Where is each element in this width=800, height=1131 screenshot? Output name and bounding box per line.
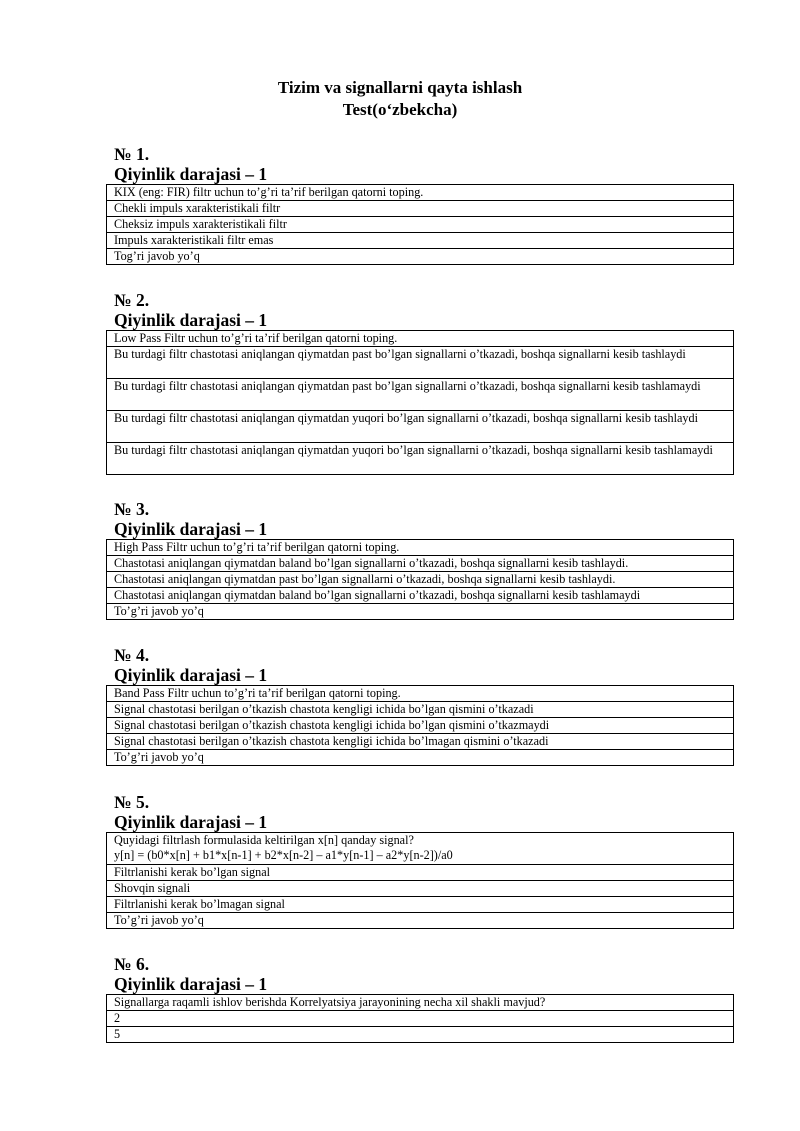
question-text: Band Pass Filtr uchun to’g’ri ta’rif berilgan qatorni toping. <box>107 686 734 702</box>
answer-option[interactable]: Bu turdagi filtr chastotasi aniqlangan qiymatdan past bo’lgan signallarni o’tkazadi, boshqa signallarni kesib tashlaydi <box>107 347 734 379</box>
answer-option[interactable]: 5 <box>107 1027 734 1043</box>
answer-option[interactable]: Impuls xarakteristikali filtr emas <box>107 233 734 249</box>
document-title: Tizim va signallarni qayta ishlash <box>277 78 523 97</box>
question-5-header <box>114 792 735 833</box>
question-4-header <box>114 645 735 686</box>
answer-option[interactable]: To’g’ri javob yo’q <box>107 750 734 766</box>
question-number: № 6. <box>114 954 150 974</box>
answer-option[interactable]: 2 <box>107 1011 734 1027</box>
question-1-header <box>114 144 735 185</box>
question-2-header <box>114 290 735 331</box>
question-4-table <box>106 685 734 766</box>
question-number: № 3. <box>114 499 150 519</box>
answer-option[interactable]: Filtrlanishi kerak bo’lmagan signal <box>107 897 734 913</box>
question-number: № 2. <box>114 290 150 310</box>
question-text: High Pass Filtr uchun to’g’ri ta’rif berilgan qatorni toping. <box>107 540 734 556</box>
answer-option[interactable]: Chastotasi aniqlangan qiymatdan baland bo’lgan signallarni o’tkazadi, boshqa signallarni kesib tashlamaydi <box>107 588 734 604</box>
answer-option[interactable]: Signal chastotasi berilgan o’tkazish chastota kengligi ichida bo’lgan qismini o’tkazmaydi <box>107 718 734 734</box>
answer-option[interactable]: Bu turdagi filtr chastotasi aniqlangan qiymatdan yuqori bo’lgan signallarni o’tkazadi, boshqa signallarni kesib tashlaydi <box>107 411 734 443</box>
question-text: KIX (eng: FIR) filtr uchun to’g’ri ta’rif berilgan qatorni toping. <box>107 185 734 201</box>
question-3-table <box>106 539 734 620</box>
question-text <box>107 833 734 865</box>
answer-option[interactable]: Chekli impuls xarakteristikali filtr <box>107 201 734 217</box>
answer-option[interactable]: To’g’ri javob yo’q <box>107 913 734 929</box>
difficulty-level: Qiyinlik darajasi – 1 <box>114 974 268 994</box>
question-2-table <box>106 330 734 475</box>
answer-option[interactable]: Tog’ri javob yo’q <box>107 249 734 265</box>
difficulty-level: Qiyinlik darajasi – 1 <box>114 812 268 832</box>
document-subtitle: Test(o‘zbekcha) <box>342 100 458 119</box>
question-number: № 5. <box>114 792 150 812</box>
question-text-line: Quyidagi filtrlash formulasida keltirilgan x[n] qanday signal? <box>114 833 414 847</box>
filter-formula: y[n] = (b0*x[n] + b1*x[n-1] + b2*x[n-2] – a1*y[n-1] – a2*y[n-2])/a0 <box>114 848 453 862</box>
question-6-table <box>106 994 734 1043</box>
answer-option[interactable]: Bu turdagi filtr chastotasi aniqlangan qiymatdan yuqori bo’lgan signallarni o’tkazadi, boshqa signallarni kesib tashlamaydi <box>107 443 734 475</box>
question-1-table <box>106 184 734 265</box>
answer-option[interactable]: Bu turdagi filtr chastotasi aniqlangan qiymatdan past bo’lgan signallarni o’tkazadi, boshqa signallarni kesib tashlamaydi <box>107 379 734 411</box>
answer-option[interactable]: Filtrlanishi kerak bo’lgan signal <box>107 865 734 881</box>
answer-option[interactable]: Signal chastotasi berilgan o’tkazish chastota kengligi ichida bo’lmagan qismini o’tkazadi <box>107 734 734 750</box>
question-number: № 4. <box>114 645 150 665</box>
difficulty-level: Qiyinlik darajasi – 1 <box>114 665 268 685</box>
answer-option[interactable]: To’g’ri javob yo’q <box>107 604 734 620</box>
question-text: Signallarga raqamli ishlov berishda Korrelyatsiya jarayonining necha xil shakli mavjud? <box>107 995 734 1011</box>
question-number: № 1. <box>114 144 150 164</box>
answer-option[interactable]: Cheksiz impuls xarakteristikali filtr <box>107 217 734 233</box>
question-3-header <box>114 499 735 540</box>
answer-option[interactable]: Chastotasi aniqlangan qiymatdan past bo’lgan signallarni o’tkazadi, boshqa signallarni kesib tashlaydi. <box>107 572 734 588</box>
difficulty-level: Qiyinlik darajasi – 1 <box>114 164 268 184</box>
question-5-table <box>106 832 734 929</box>
difficulty-level: Qiyinlik darajasi – 1 <box>114 519 268 539</box>
difficulty-level: Qiyinlik darajasi – 1 <box>114 310 268 330</box>
answer-option[interactable]: Signal chastotasi berilgan o’tkazish chastota kengligi ichida bo’lgan qismini o’tkazadi <box>107 702 734 718</box>
question-text: Low Pass Filtr uchun to’g’ri ta’rif berilgan qatorni toping. <box>107 331 734 347</box>
answer-option[interactable]: Shovqin signali <box>107 881 734 897</box>
answer-option[interactable]: Chastotasi aniqlangan qiymatdan baland bo’lgan signallarni o’tkazadi, boshqa signallarni kesib tashlaydi. <box>107 556 734 572</box>
question-6-header <box>114 954 735 995</box>
